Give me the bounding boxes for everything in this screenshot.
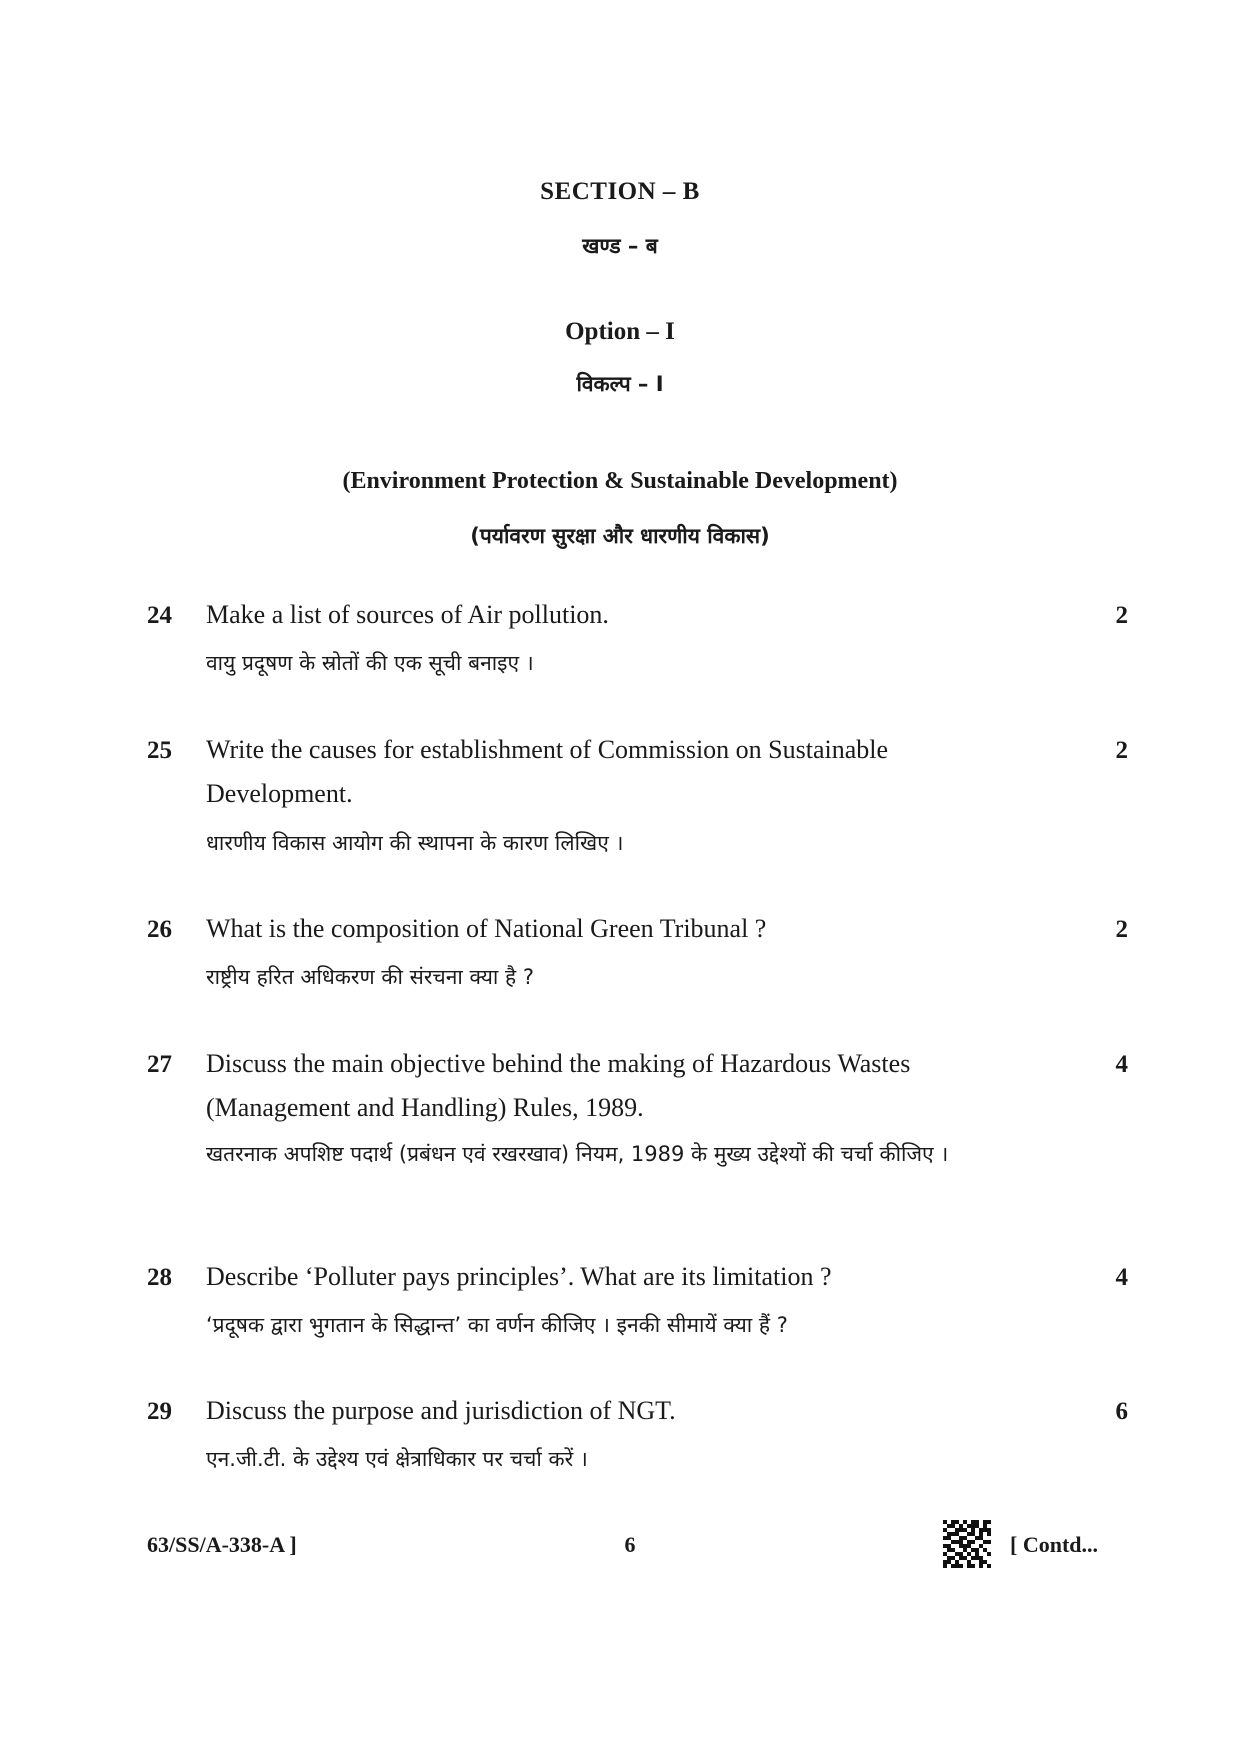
continued-label: [ Contd... — [1010, 1532, 1099, 1557]
option-title: Option – I — [565, 318, 675, 345]
question-text-english: What is the composition of National Green Tribunal ? — [206, 914, 767, 943]
question-marks: 2 — [1115, 916, 1128, 943]
question-marks: 4 — [1115, 1264, 1128, 1291]
question-marks: 2 — [1115, 602, 1128, 629]
question-marks: 4 — [1115, 1051, 1128, 1078]
question-text-english: Describe ‘Polluter pays principles’. What are its limitation ? — [206, 1262, 832, 1291]
option-title-hindi: विकल्प – I — [576, 372, 664, 396]
topic-title: (Environment Protection & Sustainable Development) — [342, 468, 898, 494]
question-number: 25 — [147, 737, 172, 764]
question-number: 29 — [147, 1398, 172, 1425]
page-number: 6 — [624, 1532, 636, 1557]
question-text-hindi: खतरनाक अपशिष्ट पदार्थ (प्रबंधन एवं रखरखाव) नियम, 1989 के मुख्य उद्देश्यों की चर्चा कीजिए । — [206, 1142, 949, 1166]
question-text-hindi: वायु प्रदूषण के स्रोतों की एक सूची बनाइए । — [206, 651, 534, 675]
question-number: 27 — [147, 1051, 172, 1078]
question-text-hindi: राष्ट्रीय हरित अधिकरण की संरचना क्या है ? — [206, 965, 535, 989]
question-text-english: Discuss the purpose and jurisdiction of NGT. — [206, 1396, 676, 1425]
question-marks: 6 — [1115, 1398, 1128, 1425]
question-number: 28 — [147, 1264, 172, 1291]
section-title: SECTION – B — [540, 178, 700, 205]
question-text-hindi: एन.जी.टी. के उद्देश्य एवं क्षेत्राधिकार पर चर्चा करें । — [206, 1447, 588, 1471]
question-text-hindi: ‘प्रदूषक द्वारा भुगतान के सिद्धान्त’ का वर्णन कीजिए । इनकी सीमायें क्या हैं ? — [206, 1313, 788, 1337]
topic-title-hindi: (पर्यावरण सुरक्षा और धारणीय विकास) — [470, 524, 770, 548]
question-text-english: Make a list of sources of Air pollution. — [206, 600, 609, 629]
qr-code-icon — [943, 1520, 991, 1568]
question-number: 24 — [147, 602, 172, 629]
question-text-english: Discuss the main objective behind the making of Hazardous Wastes (Management and Handling) Rules, 1989. — [206, 1049, 911, 1122]
question-text-english: Write the causes for establishment of Commission on Sustainable Development. — [206, 735, 889, 808]
question-marks: 2 — [1115, 737, 1128, 764]
paper-code: 63/SS/A-338-A ] — [147, 1532, 297, 1557]
section-title-hindi: खण्ड – ब — [582, 234, 658, 258]
question-number: 26 — [147, 916, 172, 943]
question-text-hindi: धारणीय विकास आयोग की स्थापना के कारण लिखिए । — [206, 831, 624, 855]
